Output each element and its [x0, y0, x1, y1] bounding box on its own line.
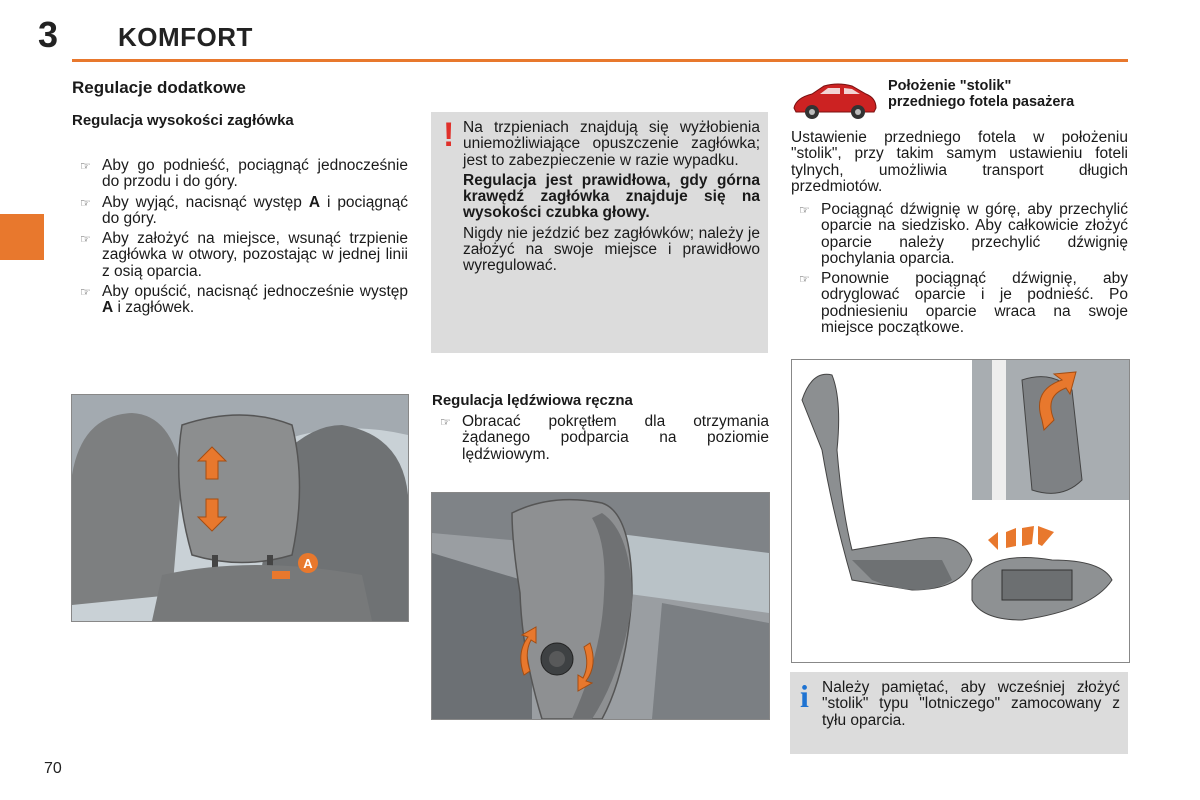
- chapter-title: KOMFORT: [118, 22, 253, 52]
- table-position-bullet-list: [791, 202, 1128, 340]
- headrest-illustration: [71, 394, 409, 622]
- info-text: Należy pamiętać, aby wcześniej złożyć "stolik" typu "lotniczego" zamocowany z tyłu oparcia.: [822, 679, 1120, 729]
- info-box: [790, 672, 1128, 754]
- chapter-number: 3: [38, 14, 59, 55]
- lumbar-bullet-list: [432, 414, 769, 467]
- header-rule: [72, 59, 1128, 62]
- pointing-hand-icon: ☞: [799, 203, 810, 217]
- title-line-1: Położenie "stolik": [888, 78, 1012, 94]
- list-item: [432, 414, 769, 463]
- pointing-hand-icon: ☞: [80, 159, 91, 173]
- pointing-hand-icon: ☞: [80, 195, 91, 210]
- page-number: 70: [44, 760, 62, 777]
- pointing-hand-icon: ☞: [440, 415, 451, 429]
- subsection-title: Regulacja wysokości zagłówka: [72, 112, 294, 129]
- table-position-title: [888, 78, 1074, 110]
- car-icon: [790, 80, 880, 122]
- list-item: [791, 271, 1128, 336]
- exclamation-icon: !: [443, 116, 455, 154]
- list-item: [72, 195, 408, 228]
- label-a: A: [303, 556, 313, 571]
- bullet-text: Aby założyć na miejsce, wsunąć trzpienie zagłówka w otwory, pozostając w jednej linii z osią oparcia.: [102, 230, 408, 280]
- lumbar-title: Regulacja lędźwiowa ręczna: [432, 392, 633, 409]
- warning-text-2: Regulacja jest prawidłowa, gdy górna krawędź zagłówka znajduje się na wysokości czubka głowy.: [463, 171, 760, 222]
- list-item: [72, 231, 408, 280]
- title-line-2: przedniego fotela pasażera: [888, 94, 1075, 110]
- bullet-text: Pociągnąć dźwignię w górę, aby przechylić oparcie na siedzisko. Aby całkowicie złożyć oparcie należy przechylić dźwignię pochylania oparcia.: [821, 201, 1128, 267]
- bullet-text: Aby wyjąć, nacisnąć występ A i pociągnąć do góry.: [102, 193, 408, 227]
- bullet-text: Ponownie pociągnąć dźwignię, aby odryglować oparcie i je podnieść. Po podniesieniu oparcie wraca na swoje miejsce początkowe.: [821, 270, 1128, 337]
- list-item: [72, 284, 408, 317]
- list-item: [72, 158, 408, 191]
- warning-box: [431, 112, 768, 353]
- pointing-hand-icon: ☞: [80, 232, 91, 247]
- bullet-text: Aby go podnieść, pociągnąć jednocześnie do przodu i do góry.: [102, 157, 408, 191]
- chapter-side-tab: [0, 214, 44, 260]
- bullet-text: Obracać pokrętłem dla otrzymania żądanego podparcia na poziomie lędźwiowym.: [462, 413, 769, 463]
- warning-text-3: Nigdy nie jeździć bez zagłówków; należy je założyć na swoje miejsce i prawidłowo wyregulować.: [463, 224, 760, 275]
- lumbar-illustration: [431, 492, 770, 720]
- section-title: Regulacje dodatkowe: [72, 78, 246, 97]
- bullet-text: Aby opuścić, nacisnąć jednocześnie występ A i zagłówek.: [102, 283, 408, 317]
- warning-text-1: Na trzpieniach znajdują się wyżłobienia uniemożliwiające opuszczenie zagłówka; jest to zabezpieczenie w razie wypadku.: [463, 119, 760, 169]
- list-item: [791, 202, 1128, 267]
- pointing-hand-icon: ☞: [80, 285, 91, 300]
- seat-fold-illustration: [791, 359, 1130, 663]
- table-position-intro: Ustawienie przedniego fotela w położeniu "stolik", przy takim samym ustawieniu foteli tylnych, umożliwia transport długich przedmiotów.: [791, 129, 1128, 195]
- pointing-hand-icon: ☞: [799, 272, 810, 287]
- headrest-bullet-list: [72, 158, 408, 321]
- info-icon: i: [800, 678, 809, 714]
